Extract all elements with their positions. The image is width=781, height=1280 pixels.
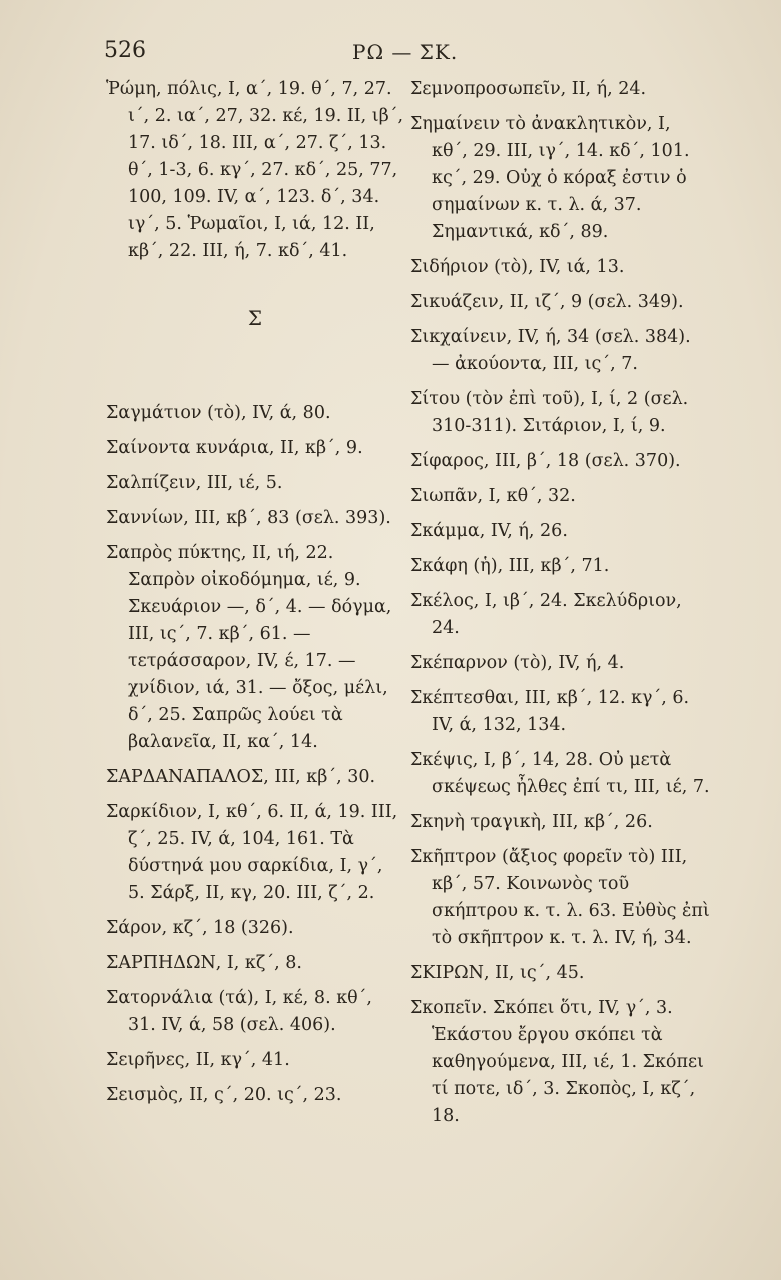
index-entry-text: Σαπρὸς πύκτης, ΙΙ, ιή, 22. Σαπρὸν οἰκοδόμημα, ιέ, 9. Σκευάριον —, δ΄, 4. — δόγμα, ΙΙΙ, ις΄, 7. κβ΄, 61. — τετράσσαρον, IV, έ, 17. — χνίδιον, ιά, 31. — ὄξος, μέλι, δ΄, 25. Σαπρῶς λούει τὰ βαλανεῖα, ΙΙ, κα΄, 14. — [106, 543, 392, 752]
index-entry — [106, 1047, 404, 1074]
index-entry-text: ΣΑΡΠΗΔΩΝ, Ι, κζ΄, 8. — [106, 953, 302, 973]
index-entry-text: Σαννίων, ΙΙΙ, κβ΄, 83 (σελ. 393). — [106, 508, 391, 528]
section-letter: Σ — [247, 306, 263, 330]
index-entry — [106, 505, 404, 532]
index-entry — [410, 995, 710, 1130]
page-header — [0, 38, 781, 68]
index-entry — [410, 111, 710, 246]
index-entry-text: Σίφαρος, ΙΙΙ, β΄, 18 (σελ. 370). — [410, 451, 681, 471]
index-entry-text: Σεμνοπροσωπεῖν, ΙΙ, ή, 24. — [410, 79, 647, 99]
index-entry-text: Σκέψις, Ι, β΄, 14, 28. Οὐ μετὰ σκέψεως ἦλθες ἐπί τι, ΙΙΙ, ιέ, 7. — [410, 750, 710, 797]
running-head: ΡΩ — ΣΚ. — [352, 40, 459, 64]
index-entry-text: Σκῆπτρον (ἄξιος φορεῖν τὸ) ΙΙΙ, κβ΄, 57. Κοινωνὸς τοῦ σκήπτρου κ. τ. λ. 63. Εὐθὺς ἐπὶ τὸ σκῆπτρον κ. τ. λ. IV, ή, 34. — [410, 847, 710, 948]
page-number: 526 — [104, 38, 146, 63]
index-entry-text: Σκοπεῖν. Σκόπει ὅτι, IV, γ΄, 3. Ἑκάστου ἔργου σκόπει τὰ καθηγούμενα, ΙΙΙ, ιέ, 1. Σκόπει τί ποτε, ιδ΄, 3. Σκοπὸς, Ι, κζ΄, 18. — [410, 998, 704, 1126]
index-entry-text: Σιωπᾶν, Ι, κθ΄, 32. — [410, 486, 576, 506]
index-entry-text: Σικυάζειν, ΙΙ, ιζ΄, 9 (σελ. 349). — [410, 292, 684, 312]
index-entry — [410, 650, 710, 677]
index-entry-text: Σιδήριον (τὸ), IV, ιά, 13. — [410, 257, 625, 277]
index-entry — [410, 254, 710, 281]
index-entry — [410, 588, 710, 642]
index-entry — [410, 553, 710, 580]
index-entry — [410, 386, 710, 440]
index-entry-text: ΣΑΡΔΑΝΑΠΑΛΟΣ, ΙΙΙ, κβ΄, 30. — [106, 767, 376, 787]
left-entries — [106, 400, 404, 1109]
index-entry-text: Σκέλος, Ι, ιβ΄, 24. Σκελύδριον, 24. — [410, 591, 682, 638]
index-entry — [410, 685, 710, 739]
index-entry — [410, 448, 710, 475]
index-entry — [410, 809, 710, 836]
index-entry-text: Σκάμμα, IV, ή, 26. — [410, 521, 568, 541]
index-entry — [106, 470, 404, 497]
right-column — [410, 76, 710, 1138]
index-entry — [106, 799, 404, 907]
index-entry-text: Σκηνὴ τραγικὴ, ΙΙΙ, κβ΄, 26. — [410, 812, 653, 832]
index-entry — [410, 289, 710, 316]
index-entry — [106, 435, 404, 462]
left-top-entries — [106, 76, 404, 265]
index-entry — [106, 76, 404, 265]
index-entry-text: Σαγμάτιον (τὸ), IV, ά, 80. — [106, 403, 331, 423]
index-entry — [106, 915, 404, 942]
index-entry-text: Ῥώμη, πόλις, Ι, α΄, 19. θ΄, 7, 27. ι΄, 2. ια΄, 27, 32. κέ, 19. ΙΙ, ιβ΄, 17. ιδ΄, 18. ΙΙΙ, α΄, 27. ζ΄, 13. θ΄, 1-3, 6. κγ΄, 27. κδ΄, 25, 77, 100, 109. IV, α΄, 123. δ΄, 34. ιγ΄, 5. Ῥωμαῖοι, Ι, ιά, 12. ΙΙ, κβ΄, 22. ΙΙΙ, ή, 7. κδ΄, 41. — [106, 79, 404, 261]
index-entry-text: Σημαίνειν τὸ ἀνακλητικὸν, Ι, κθ΄, 29. ΙΙΙ, ιγ΄, 14. κδ΄, 101. κς΄, 29. Οὐχ ὁ κόραξ ἐστιν ὁ σημαίνων κ. τ. λ. ά, 37. Σημαντικά, κδ΄, 89. — [410, 114, 690, 242]
index-entry — [106, 1082, 404, 1109]
index-entry-text: Σάρον, κζ΄, 18 (326). — [106, 918, 294, 938]
index-entry-text: ΣΚΙΡΩΝ, ΙΙ, ις΄, 45. — [410, 963, 585, 983]
index-entry — [106, 985, 404, 1039]
index-entry-text: Σαρκίδιον, Ι, κθ΄, 6. ΙΙ, ά, 19. ΙΙΙ, ζ΄, 25. IV, ά, 104, 161. Τὰ δύστηνά μου σαρκίδια, Ι, γ΄, 5. Σάρξ, ΙΙ, κγ, 20. ΙΙΙ, ζ΄, 2. — [106, 802, 398, 903]
index-entry-text: Σκάφη (ἡ), ΙΙΙ, κβ΄, 71. — [410, 556, 610, 576]
index-entry-text: Σκέπαρνον (τὸ), IV, ή, 4. — [410, 653, 625, 673]
index-entry — [106, 950, 404, 977]
index-entry-text: Σατορνάλια (τά), Ι, κέ, 8. κθ΄, 31. IV, ά, 58 (σελ. 406). — [106, 988, 372, 1035]
index-entry — [410, 747, 710, 801]
index-entry — [106, 400, 404, 427]
index-entry — [410, 518, 710, 545]
index-entry — [106, 764, 404, 791]
index-entry — [410, 960, 710, 987]
left-column — [106, 76, 404, 1117]
index-entry-text: Σεισμὸς, ΙΙ, ς΄, 20. ις΄, 23. — [106, 1085, 342, 1105]
index-entry-text: Σίτου (τὸν ἐπὶ τοῦ), Ι, ί, 2 (σελ. 310-311). Σιτάριον, Ι, ί, 9. — [410, 389, 689, 436]
index-entry — [410, 76, 710, 103]
right-entries — [410, 76, 710, 1130]
index-entry — [410, 483, 710, 510]
index-entry-text: Σαίνοντα κυνάρια, ΙΙ, κβ΄, 9. — [106, 438, 363, 458]
index-entry-text: Σκέπτεσθαι, ΙΙΙ, κβ΄, 12. κγ΄, 6. IV, ά, 132, 134. — [410, 688, 690, 735]
index-entry — [410, 324, 710, 378]
index-entry-text: Σαλπίζειν, ΙΙΙ, ιέ, 5. — [106, 473, 283, 493]
index-entry — [410, 844, 710, 952]
index-entry — [106, 540, 404, 756]
index-entry-text: Σικχαίνειν, IV, ή, 34 (σελ. 384). — ἀκούοντα, ΙΙΙ, ις΄, 7. — [410, 327, 691, 374]
index-entry-text: Σειρῆνες, ΙΙ, κγ΄, 41. — [106, 1050, 290, 1070]
